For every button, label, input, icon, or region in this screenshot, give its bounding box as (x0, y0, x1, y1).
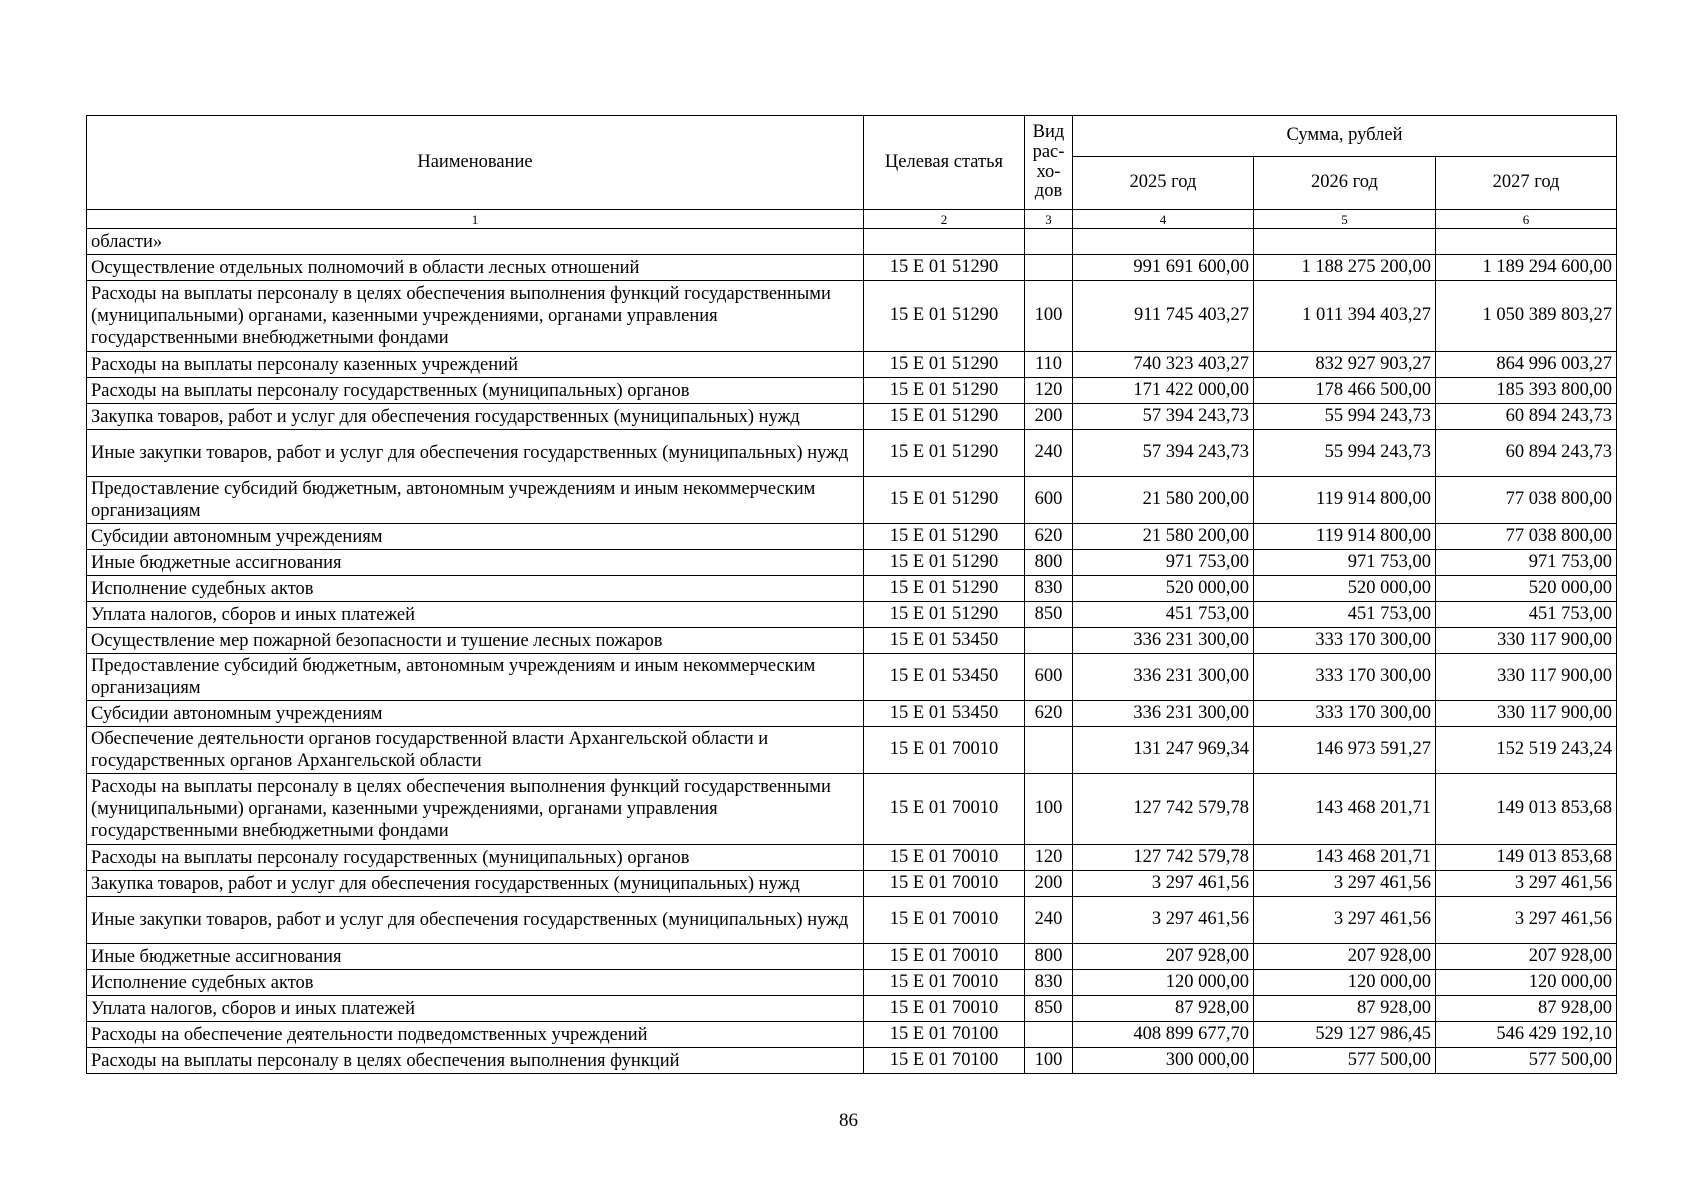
cell-expense-type: 110 (1025, 352, 1073, 378)
table-row (87, 970, 1617, 996)
cell-expense-type (1025, 229, 1073, 255)
cell-name: Субсидии автономным учреждениям (87, 701, 864, 727)
cell-amount-2025: 336 231 300,00 (1073, 701, 1254, 727)
cell-name: Исполнение судебных актов (87, 970, 864, 996)
cell-target-article: 15 Е 01 51290 (864, 602, 1025, 628)
cell-amount-2027: 546 429 192,10 (1436, 1022, 1617, 1048)
header-year-2026: 2026 год (1254, 157, 1436, 210)
table-row (87, 701, 1617, 727)
table-row (87, 727, 1617, 774)
column-number: 3 (1025, 210, 1073, 229)
cell-amount-2026: 3 297 461,56 (1254, 897, 1436, 944)
cell-name: Расходы на выплаты персоналу в целях обеспечения выполнения функций государственными (муниципальными) органами, казенными учреждениями, органами управления государственными внебюджетными фондами (87, 281, 864, 352)
table-row (87, 378, 1617, 404)
cell-name: Уплата налогов, сборов и иных платежей (87, 602, 864, 628)
cell-name: Расходы на выплаты персоналу государственных (муниципальных) органов (87, 845, 864, 871)
cell-amount-2026: 207 928,00 (1254, 944, 1436, 970)
cell-amount-2025: 3 297 461,56 (1073, 897, 1254, 944)
cell-amount-2026: 55 994 243,73 (1254, 404, 1436, 430)
table-row (87, 576, 1617, 602)
cell-name: Осуществление отдельных полномочий в области лесных отношений (87, 255, 864, 281)
cell-amount-2026: 333 170 300,00 (1254, 654, 1436, 701)
cell-name: Закупка товаров, работ и услуг для обеспечения государственных (муниципальных) нужд (87, 404, 864, 430)
table-row (87, 229, 1617, 255)
cell-amount-2027: 60 894 243,73 (1436, 430, 1617, 477)
cell-target-article: 15 Е 01 51290 (864, 524, 1025, 550)
cell-name: Расходы на выплаты персоналу в целях обеспечения выполнения функций государственными (муниципальными) органами, казенными учреждениями, органами управления государственными внебюджетными фондами (87, 774, 864, 845)
cell-amount-2027: 864 996 003,27 (1436, 352, 1617, 378)
cell-amount-2025: 451 753,00 (1073, 602, 1254, 628)
cell-amount-2025: 127 742 579,78 (1073, 845, 1254, 871)
table-row (87, 550, 1617, 576)
cell-target-article: 15 Е 01 70010 (864, 897, 1025, 944)
table-row (87, 996, 1617, 1022)
cell-expense-type: 830 (1025, 970, 1073, 996)
cell-name: Иные бюджетные ассигнования (87, 550, 864, 576)
cell-target-article: 15 Е 01 70010 (864, 845, 1025, 871)
budget-table (86, 115, 1617, 1074)
cell-amount-2025: 21 580 200,00 (1073, 524, 1254, 550)
cell-amount-2027: 149 013 853,68 (1436, 845, 1617, 871)
cell-expense-type (1025, 628, 1073, 654)
cell-target-article: 15 Е 01 51290 (864, 378, 1025, 404)
cell-amount-2026: 520 000,00 (1254, 576, 1436, 602)
cell-amount-2027: 330 117 900,00 (1436, 701, 1617, 727)
cell-amount-2027: 207 928,00 (1436, 944, 1617, 970)
cell-expense-type: 200 (1025, 404, 1073, 430)
cell-amount-2027: 451 753,00 (1436, 602, 1617, 628)
cell-amount-2026: 143 468 201,71 (1254, 774, 1436, 845)
cell-amount-2026: 3 297 461,56 (1254, 871, 1436, 897)
cell-amount-2026: 146 973 591,27 (1254, 727, 1436, 774)
cell-amount-2027: 3 297 461,56 (1436, 871, 1617, 897)
cell-amount-2027: 520 000,00 (1436, 576, 1617, 602)
cell-amount-2026: 333 170 300,00 (1254, 628, 1436, 654)
cell-amount-2025: 120 000,00 (1073, 970, 1254, 996)
cell-amount-2027: 185 393 800,00 (1436, 378, 1617, 404)
header-target-article: Целевая статья (864, 116, 1025, 210)
table-row (87, 654, 1617, 701)
cell-amount-2027 (1436, 229, 1617, 255)
cell-expense-type (1025, 1022, 1073, 1048)
cell-expense-type: 240 (1025, 430, 1073, 477)
table-row (87, 1048, 1617, 1074)
cell-amount-2026: 333 170 300,00 (1254, 701, 1436, 727)
cell-amount-2027: 330 117 900,00 (1436, 628, 1617, 654)
header-year-2025: 2025 год (1073, 157, 1254, 210)
cell-amount-2027: 971 753,00 (1436, 550, 1617, 576)
cell-amount-2025: 3 297 461,56 (1073, 871, 1254, 897)
cell-amount-2027: 149 013 853,68 (1436, 774, 1617, 845)
cell-target-article: 15 Е 01 53450 (864, 654, 1025, 701)
table-row (87, 1022, 1617, 1048)
cell-name: Расходы на выплаты персоналу казенных учреждений (87, 352, 864, 378)
cell-amount-2025: 336 231 300,00 (1073, 628, 1254, 654)
cell-amount-2026 (1254, 229, 1436, 255)
cell-target-article: 15 Е 01 70010 (864, 996, 1025, 1022)
cell-amount-2025: 971 753,00 (1073, 550, 1254, 576)
cell-expense-type: 240 (1025, 897, 1073, 944)
cell-amount-2026: 143 468 201,71 (1254, 845, 1436, 871)
cell-target-article: 15 Е 01 70100 (864, 1048, 1025, 1074)
cell-expense-type: 120 (1025, 378, 1073, 404)
cell-target-article: 15 Е 01 53450 (864, 628, 1025, 654)
cell-expense-type: 200 (1025, 871, 1073, 897)
cell-target-article: 15 Е 01 70010 (864, 970, 1025, 996)
cell-expense-type: 120 (1025, 845, 1073, 871)
cell-amount-2025: 131 247 969,34 (1073, 727, 1254, 774)
cell-amount-2025: 408 899 677,70 (1073, 1022, 1254, 1048)
cell-amount-2025: 57 394 243,73 (1073, 404, 1254, 430)
cell-expense-type: 620 (1025, 524, 1073, 550)
cell-target-article: 15 Е 01 51290 (864, 352, 1025, 378)
cell-expense-type: 830 (1025, 576, 1073, 602)
cell-amount-2025: 740 323 403,27 (1073, 352, 1254, 378)
column-number: 1 (87, 210, 864, 229)
cell-target-article: 15 Е 01 70010 (864, 774, 1025, 845)
cell-expense-type: 600 (1025, 654, 1073, 701)
cell-expense-type: 850 (1025, 602, 1073, 628)
cell-expense-type: 600 (1025, 477, 1073, 524)
table-row (87, 628, 1617, 654)
cell-amount-2025: 127 742 579,78 (1073, 774, 1254, 845)
cell-amount-2025: 520 000,00 (1073, 576, 1254, 602)
cell-amount-2026: 529 127 986,45 (1254, 1022, 1436, 1048)
cell-amount-2026: 178 466 500,00 (1254, 378, 1436, 404)
cell-amount-2027: 1 050 389 803,27 (1436, 281, 1617, 352)
page-number: 86 (839, 1110, 858, 1131)
cell-amount-2027: 330 117 900,00 (1436, 654, 1617, 701)
cell-expense-type: 100 (1025, 1048, 1073, 1074)
cell-target-article: 15 Е 01 51290 (864, 404, 1025, 430)
table-row (87, 774, 1617, 845)
cell-amount-2026: 119 914 800,00 (1254, 524, 1436, 550)
header-amount: Сумма, рублей (1073, 116, 1617, 157)
cell-amount-2027: 152 519 243,24 (1436, 727, 1617, 774)
cell-amount-2025: 87 928,00 (1073, 996, 1254, 1022)
table-row (87, 281, 1617, 352)
table-row (87, 944, 1617, 970)
cell-target-article: 15 Е 01 70010 (864, 944, 1025, 970)
header-expense-type-line: дов (1034, 181, 1063, 202)
cell-amount-2026: 1 011 394 403,27 (1254, 281, 1436, 352)
cell-target-article: 15 Е 01 51290 (864, 430, 1025, 477)
cell-amount-2027: 77 038 800,00 (1436, 477, 1617, 524)
cell-amount-2026: 120 000,00 (1254, 970, 1436, 996)
cell-name: Иные закупки товаров, работ и услуг для обеспечения государственных (муниципальных) нужд (87, 430, 864, 477)
table-row (87, 404, 1617, 430)
cell-amount-2026: 1 188 275 200,00 (1254, 255, 1436, 281)
column-number-row (87, 210, 1617, 229)
cell-name: Предоставление субсидий бюджетным, автономным учреждениям и иным некоммерческим организациям (87, 654, 864, 701)
cell-amount-2026: 87 928,00 (1254, 996, 1436, 1022)
cell-name: Расходы на выплаты персоналу в целях обеспечения выполнения функций (87, 1048, 864, 1074)
table-header (87, 116, 1617, 229)
cell-target-article: 15 Е 01 70010 (864, 727, 1025, 774)
table-row (87, 477, 1617, 524)
cell-target-article: 15 Е 01 51290 (864, 255, 1025, 281)
cell-expense-type: 850 (1025, 996, 1073, 1022)
cell-target-article: 15 Е 01 53450 (864, 701, 1025, 727)
table-body (87, 229, 1617, 1074)
cell-name: Предоставление субсидий бюджетным, автономным учреждениям и иным некоммерческим организациям (87, 477, 864, 524)
cell-target-article: 15 Е 01 51290 (864, 477, 1025, 524)
header-expense-type (1025, 116, 1073, 210)
table-row (87, 430, 1617, 477)
cell-name: Осуществление мер пожарной безопасности и тушение лесных пожаров (87, 628, 864, 654)
cell-target-article: 15 Е 01 51290 (864, 281, 1025, 352)
table-row (87, 524, 1617, 550)
cell-amount-2025: 300 000,00 (1073, 1048, 1254, 1074)
table-row (87, 897, 1617, 944)
table-row (87, 602, 1617, 628)
cell-amount-2025: 911 745 403,27 (1073, 281, 1254, 352)
header-name: Наименование (87, 116, 864, 210)
cell-name: Расходы на выплаты персоналу государственных (муниципальных) органов (87, 378, 864, 404)
cell-amount-2025: 207 928,00 (1073, 944, 1254, 970)
column-number: 5 (1254, 210, 1436, 229)
table-row (87, 255, 1617, 281)
header-expense-type-line: рас- (1032, 141, 1065, 162)
cell-name: области» (87, 229, 864, 255)
cell-expense-type: 800 (1025, 550, 1073, 576)
cell-expense-type (1025, 727, 1073, 774)
table-row (87, 352, 1617, 378)
column-number: 6 (1436, 210, 1617, 229)
table-row (87, 871, 1617, 897)
cell-amount-2026: 55 994 243,73 (1254, 430, 1436, 477)
column-number: 4 (1073, 210, 1254, 229)
cell-target-article: 15 Е 01 51290 (864, 576, 1025, 602)
cell-amount-2025: 21 580 200,00 (1073, 477, 1254, 524)
header-expense-type-line: хо- (1036, 161, 1061, 182)
cell-target-article: 15 Е 01 70100 (864, 1022, 1025, 1048)
cell-amount-2025: 171 422 000,00 (1073, 378, 1254, 404)
cell-name: Субсидии автономным учреждениям (87, 524, 864, 550)
cell-target-article: 15 Е 01 51290 (864, 550, 1025, 576)
cell-name: Иные закупки товаров, работ и услуг для обеспечения государственных (муниципальных) нужд (87, 897, 864, 944)
cell-name: Расходы на обеспечение деятельности подведомственных учреждений (87, 1022, 864, 1048)
cell-amount-2025: 991 691 600,00 (1073, 255, 1254, 281)
table-row (87, 845, 1617, 871)
cell-name: Закупка товаров, работ и услуг для обеспечения государственных (муниципальных) нужд (87, 871, 864, 897)
cell-amount-2025: 57 394 243,73 (1073, 430, 1254, 477)
cell-amount-2026: 577 500,00 (1254, 1048, 1436, 1074)
cell-amount-2027: 87 928,00 (1436, 996, 1617, 1022)
cell-name: Уплата налогов, сборов и иных платежей (87, 996, 864, 1022)
cell-expense-type: 100 (1025, 774, 1073, 845)
cell-expense-type: 800 (1025, 944, 1073, 970)
cell-name: Исполнение судебных актов (87, 576, 864, 602)
cell-amount-2027: 1 189 294 600,00 (1436, 255, 1617, 281)
cell-amount-2026: 451 753,00 (1254, 602, 1436, 628)
cell-amount-2026: 832 927 903,27 (1254, 352, 1436, 378)
cell-amount-2027: 60 894 243,73 (1436, 404, 1617, 430)
cell-amount-2027: 3 297 461,56 (1436, 897, 1617, 944)
cell-amount-2027: 77 038 800,00 (1436, 524, 1617, 550)
column-number: 2 (864, 210, 1025, 229)
cell-name: Иные бюджетные ассигнования (87, 944, 864, 970)
cell-target-article (864, 229, 1025, 255)
cell-amount-2027: 577 500,00 (1436, 1048, 1617, 1074)
cell-amount-2025 (1073, 229, 1254, 255)
cell-expense-type: 100 (1025, 281, 1073, 352)
cell-amount-2025: 336 231 300,00 (1073, 654, 1254, 701)
cell-expense-type (1025, 255, 1073, 281)
header-year-2027: 2027 год (1436, 157, 1617, 210)
cell-expense-type: 620 (1025, 701, 1073, 727)
cell-name: Обеспечение деятельности органов государственной власти Архангельской области и государственных органов Архангельской области (87, 727, 864, 774)
cell-amount-2027: 120 000,00 (1436, 970, 1617, 996)
header-expense-type-line: Вид (1032, 121, 1065, 142)
cell-amount-2026: 119 914 800,00 (1254, 477, 1436, 524)
cell-amount-2026: 971 753,00 (1254, 550, 1436, 576)
cell-target-article: 15 Е 01 70010 (864, 871, 1025, 897)
